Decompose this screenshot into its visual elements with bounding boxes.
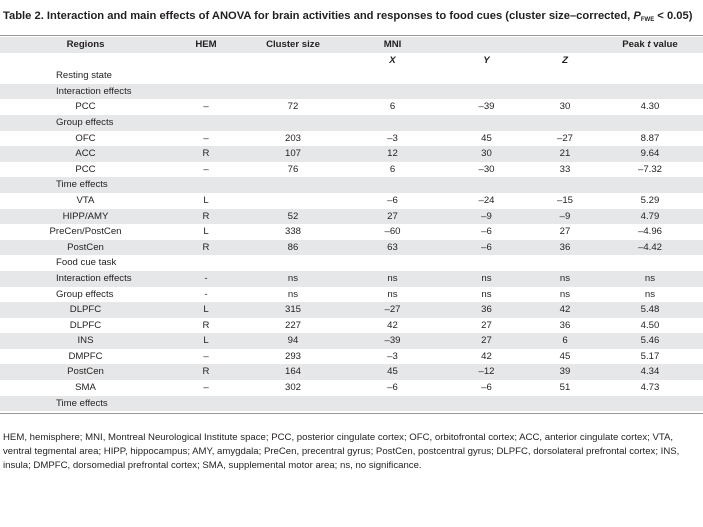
cell-mni-y: 27 — [481, 319, 492, 331]
cell-mni-x: –39 — [345, 333, 440, 349]
cell-mni-y: 36 — [440, 302, 533, 318]
cell-mni-x — [345, 396, 440, 412]
cell-mni-x: 12 — [345, 146, 440, 162]
subheader-row — [0, 53, 703, 69]
cell-hem: – — [203, 101, 209, 113]
cell-mni-z: –9 — [533, 209, 597, 225]
subheader-x: X — [389, 54, 396, 66]
cell-mni-z: 51 — [559, 382, 571, 394]
caption-prefix: Table 2. Interaction and main effects of ANOVA for brain activities and responses to food cues (cluster size–corrected, — [3, 10, 634, 22]
header-blank-z — [533, 37, 597, 53]
cell-mni-y: –6 — [440, 240, 533, 256]
cell-mni-x: –6 — [387, 194, 398, 206]
cell-region: Food cue task — [56, 257, 117, 269]
cell-mni-z — [533, 84, 597, 100]
cell-mni-z: 6 — [533, 333, 597, 349]
header-cluster-size: Cluster size — [241, 37, 345, 53]
cell-mni-z: 36 — [533, 240, 597, 256]
cell-hem: L — [171, 302, 241, 318]
table-body — [0, 68, 703, 411]
cell-hem — [171, 177, 241, 193]
cell-region: Group effects — [56, 288, 114, 300]
cell-hem — [171, 68, 241, 84]
cell-region: PostCen — [0, 364, 171, 380]
section-row — [0, 177, 703, 193]
cell-peak-t: 4.50 — [640, 319, 660, 331]
cell-hem: – — [203, 132, 209, 144]
cell-cluster-size: 227 — [284, 319, 301, 331]
cell-mni-y — [440, 396, 533, 412]
cell-mni-x: –60 — [384, 226, 401, 238]
cell-mni-z: 30 — [559, 101, 571, 113]
subheader-z: Z — [562, 54, 568, 66]
cell-peak-t: 5.46 — [597, 333, 703, 349]
cell-mni-x: –3 — [387, 350, 398, 362]
cell-mni-y: ns — [481, 288, 492, 300]
header-peak-text: Peak t value — [622, 39, 678, 50]
table-row — [0, 146, 703, 162]
cell-cluster-size: 315 — [241, 302, 345, 318]
cell-cluster-size — [241, 396, 345, 412]
cell-region: DLPFC — [0, 302, 171, 318]
header-mni: MNI — [345, 37, 440, 53]
cell-cluster-size — [241, 193, 345, 209]
cell-mni-x — [345, 68, 440, 84]
cell-hem — [171, 255, 241, 271]
cell-mni-z: –15 — [556, 194, 573, 206]
cell-region: Resting state — [56, 70, 112, 82]
cell-mni-x — [345, 115, 440, 131]
section-row — [0, 255, 703, 271]
cell-cluster-size: 338 — [284, 226, 301, 238]
table-row — [0, 380, 703, 396]
cell-hem: – — [203, 163, 209, 175]
table-row — [0, 193, 703, 209]
cell-mni-y — [440, 177, 533, 193]
cell-mni-z: ns — [559, 288, 571, 300]
header-peak-t-value — [597, 37, 703, 53]
cell-peak-t — [597, 84, 703, 100]
cell-peak-t: ns — [597, 271, 703, 287]
cell-hem — [171, 115, 241, 131]
cell-region: HIPP/AMY — [0, 209, 171, 225]
header-regions: Regions — [0, 37, 171, 53]
subheader-blank-7 — [597, 53, 703, 69]
table-row — [0, 162, 703, 178]
cell-mni-y — [440, 115, 533, 131]
cell-mni-z: 33 — [559, 163, 571, 175]
cell-peak-t: –4.96 — [637, 226, 662, 238]
cell-cluster-size: 164 — [241, 364, 345, 380]
cell-mni-z — [533, 396, 597, 412]
cell-cluster-size: 94 — [241, 333, 345, 349]
cell-cluster-size: 107 — [241, 146, 345, 162]
cell-mni-z — [533, 68, 597, 84]
cell-peak-t: ns — [644, 288, 656, 300]
cell-mni-x: 6 — [389, 101, 396, 113]
cell-hem: L — [171, 333, 241, 349]
cell-region: Interaction effects — [0, 271, 171, 287]
subheader-blank-2 — [171, 53, 241, 69]
cell-mni-x: 6 — [389, 163, 396, 175]
top-rule — [0, 35, 703, 36]
cell-hem: L — [203, 194, 209, 206]
cell-region: Time effects — [0, 396, 171, 412]
cell-peak-t: 5.17 — [640, 350, 660, 362]
cell-mni-z: 36 — [559, 319, 571, 331]
cell-cluster-size: ns — [241, 271, 345, 287]
cell-cluster-size: 302 — [284, 382, 301, 394]
cell-mni-x: 27 — [345, 209, 440, 225]
cell-peak-t: 9.64 — [597, 146, 703, 162]
table-row — [0, 333, 703, 349]
cell-hem: R — [171, 209, 241, 225]
cell-mni-x: 45 — [345, 364, 440, 380]
table-footnote: HEM, hemisphere; MNI, Montreal Neurological Institute space; PCC, posterior cingulate cortex; OFC, orbitofrontal cortex; ACC, anterior cingulate cortex; VTA, ventral tegmental area; HIPP, hippocampus; AMY, amygdala; PreCen, precentral gyrus; PostCen, postcentral gyrus; DLPFC, dorsolateral prefrontal cortex; INS, insula; DMPFC, dorsomedial prefrontal cortex; SMA, supplemental motor area; ns, no significance. — [3, 432, 680, 472]
cell-peak-t: 5.29 — [640, 194, 660, 206]
subheader-blank-1 — [0, 53, 171, 69]
table-row — [0, 364, 703, 380]
cell-mni-x: 42 — [387, 319, 398, 331]
subheader-y: Y — [483, 54, 490, 66]
cell-hem: R — [171, 240, 241, 256]
caption-p: P — [633, 10, 641, 22]
cell-hem: – — [203, 382, 209, 394]
cell-mni-x: 63 — [345, 240, 440, 256]
header-blank-y — [440, 37, 533, 53]
cell-mni-y: 42 — [481, 350, 492, 362]
cell-cluster-size: 72 — [287, 101, 299, 113]
section-row — [0, 115, 703, 131]
cell-region: Interaction effects — [0, 84, 171, 100]
cell-mni-z: 21 — [533, 146, 597, 162]
cell-mni-y: –39 — [478, 101, 495, 113]
cell-mni-y: ns — [440, 271, 533, 287]
cell-mni-y: 45 — [481, 132, 492, 144]
cell-cluster-size: 203 — [284, 132, 301, 144]
cell-mni-y: 27 — [440, 333, 533, 349]
header-row — [0, 37, 703, 53]
cell-region: VTA — [76, 194, 95, 206]
cell-hem: - — [204, 288, 208, 300]
section-row — [0, 287, 703, 303]
cell-mni-x: –6 — [387, 382, 398, 394]
section-row — [0, 396, 703, 412]
table-row — [0, 99, 703, 115]
cell-region: ACC — [0, 146, 171, 162]
cell-region: PCC — [75, 163, 96, 175]
table-row — [0, 302, 703, 318]
cell-mni-z: 27 — [559, 226, 571, 238]
cell-peak-t — [597, 255, 703, 271]
cell-peak-t: –4.42 — [597, 240, 703, 256]
cell-mni-y: –6 — [481, 382, 492, 394]
cell-mni-z: ns — [533, 271, 597, 287]
cell-hem — [171, 396, 241, 412]
section-row — [0, 271, 703, 287]
cell-cluster-size: 52 — [241, 209, 345, 225]
table-row — [0, 349, 703, 365]
cell-cluster-size — [241, 84, 345, 100]
cell-peak-t: 4.79 — [597, 209, 703, 225]
cell-cluster-size: 76 — [287, 163, 299, 175]
cell-region: PreCen/PostCen — [49, 226, 122, 238]
cell-cluster-size: 293 — [284, 350, 301, 362]
cell-peak-t: 8.87 — [640, 132, 660, 144]
cell-region: DLPFC — [69, 319, 102, 331]
cell-peak-t — [597, 68, 703, 84]
cell-region: OFC — [75, 132, 96, 144]
cell-cluster-size: 86 — [241, 240, 345, 256]
cell-mni-x — [345, 177, 440, 193]
cell-mni-y: 30 — [440, 146, 533, 162]
cell-hem: - — [171, 271, 241, 287]
section-row — [0, 84, 703, 100]
cell-mni-y — [440, 84, 533, 100]
cell-peak-t: 4.30 — [640, 101, 660, 113]
cell-region: Time effects — [0, 177, 171, 193]
cell-mni-z — [533, 177, 597, 193]
caption-p-subscript: FWE — [640, 17, 655, 23]
cell-peak-t — [597, 115, 703, 131]
table-row — [0, 224, 703, 240]
cell-cluster-size — [241, 68, 345, 84]
cell-mni-z — [533, 255, 597, 271]
cell-cluster-size: ns — [287, 288, 299, 300]
cell-region: INS — [0, 333, 171, 349]
subheader-blank-3 — [241, 53, 345, 69]
cell-hem: R — [171, 364, 241, 380]
table-row — [0, 318, 703, 334]
cell-peak-t — [597, 396, 703, 412]
cell-cluster-size — [241, 115, 345, 131]
cell-mni-z: 42 — [533, 302, 597, 318]
cell-hem: R — [202, 319, 210, 331]
table-caption — [3, 8, 703, 28]
cell-mni-z — [533, 115, 597, 131]
cell-mni-x: –3 — [387, 132, 398, 144]
cell-mni-z: 39 — [533, 364, 597, 380]
cell-peak-t: 4.34 — [597, 364, 703, 380]
cell-mni-x — [345, 84, 440, 100]
cell-region: PCC — [75, 101, 96, 113]
cell-cluster-size — [241, 177, 345, 193]
header-hem: HEM — [171, 37, 241, 53]
cell-mni-x: ns — [345, 271, 440, 287]
cell-mni-y — [440, 255, 533, 271]
cell-mni-x: ns — [387, 288, 398, 300]
cell-mni-y — [440, 68, 533, 84]
cell-peak-t: 4.73 — [640, 382, 660, 394]
cell-mni-x — [345, 255, 440, 271]
table-row — [0, 240, 703, 256]
cell-hem: L — [203, 226, 209, 238]
results-table — [0, 37, 703, 411]
cell-mni-y: –30 — [478, 163, 495, 175]
cell-mni-y: –6 — [481, 226, 492, 238]
cell-peak-t: –7.32 — [637, 163, 662, 175]
cell-mni-y: –24 — [478, 194, 495, 206]
table-row — [0, 131, 703, 147]
table-row — [0, 209, 703, 225]
cell-peak-t — [597, 177, 703, 193]
cell-region: DMPFC — [68, 350, 103, 362]
cell-mni-x: –27 — [345, 302, 440, 318]
cell-mni-y: –12 — [440, 364, 533, 380]
cell-region: PostCen — [0, 240, 171, 256]
bottom-rule — [0, 413, 703, 414]
cell-mni-z: –27 — [556, 132, 573, 144]
cell-mni-z: 45 — [559, 350, 571, 362]
cell-region: SMA — [75, 382, 96, 394]
cell-mni-y: –9 — [440, 209, 533, 225]
cell-hem — [171, 84, 241, 100]
cell-cluster-size — [241, 255, 345, 271]
cell-region: Group effects — [0, 115, 171, 131]
caption-suffix: < 0.05) — [654, 10, 693, 22]
section-row — [0, 68, 703, 84]
cell-hem: – — [203, 350, 209, 362]
cell-hem: R — [171, 146, 241, 162]
cell-peak-t: 5.48 — [597, 302, 703, 318]
